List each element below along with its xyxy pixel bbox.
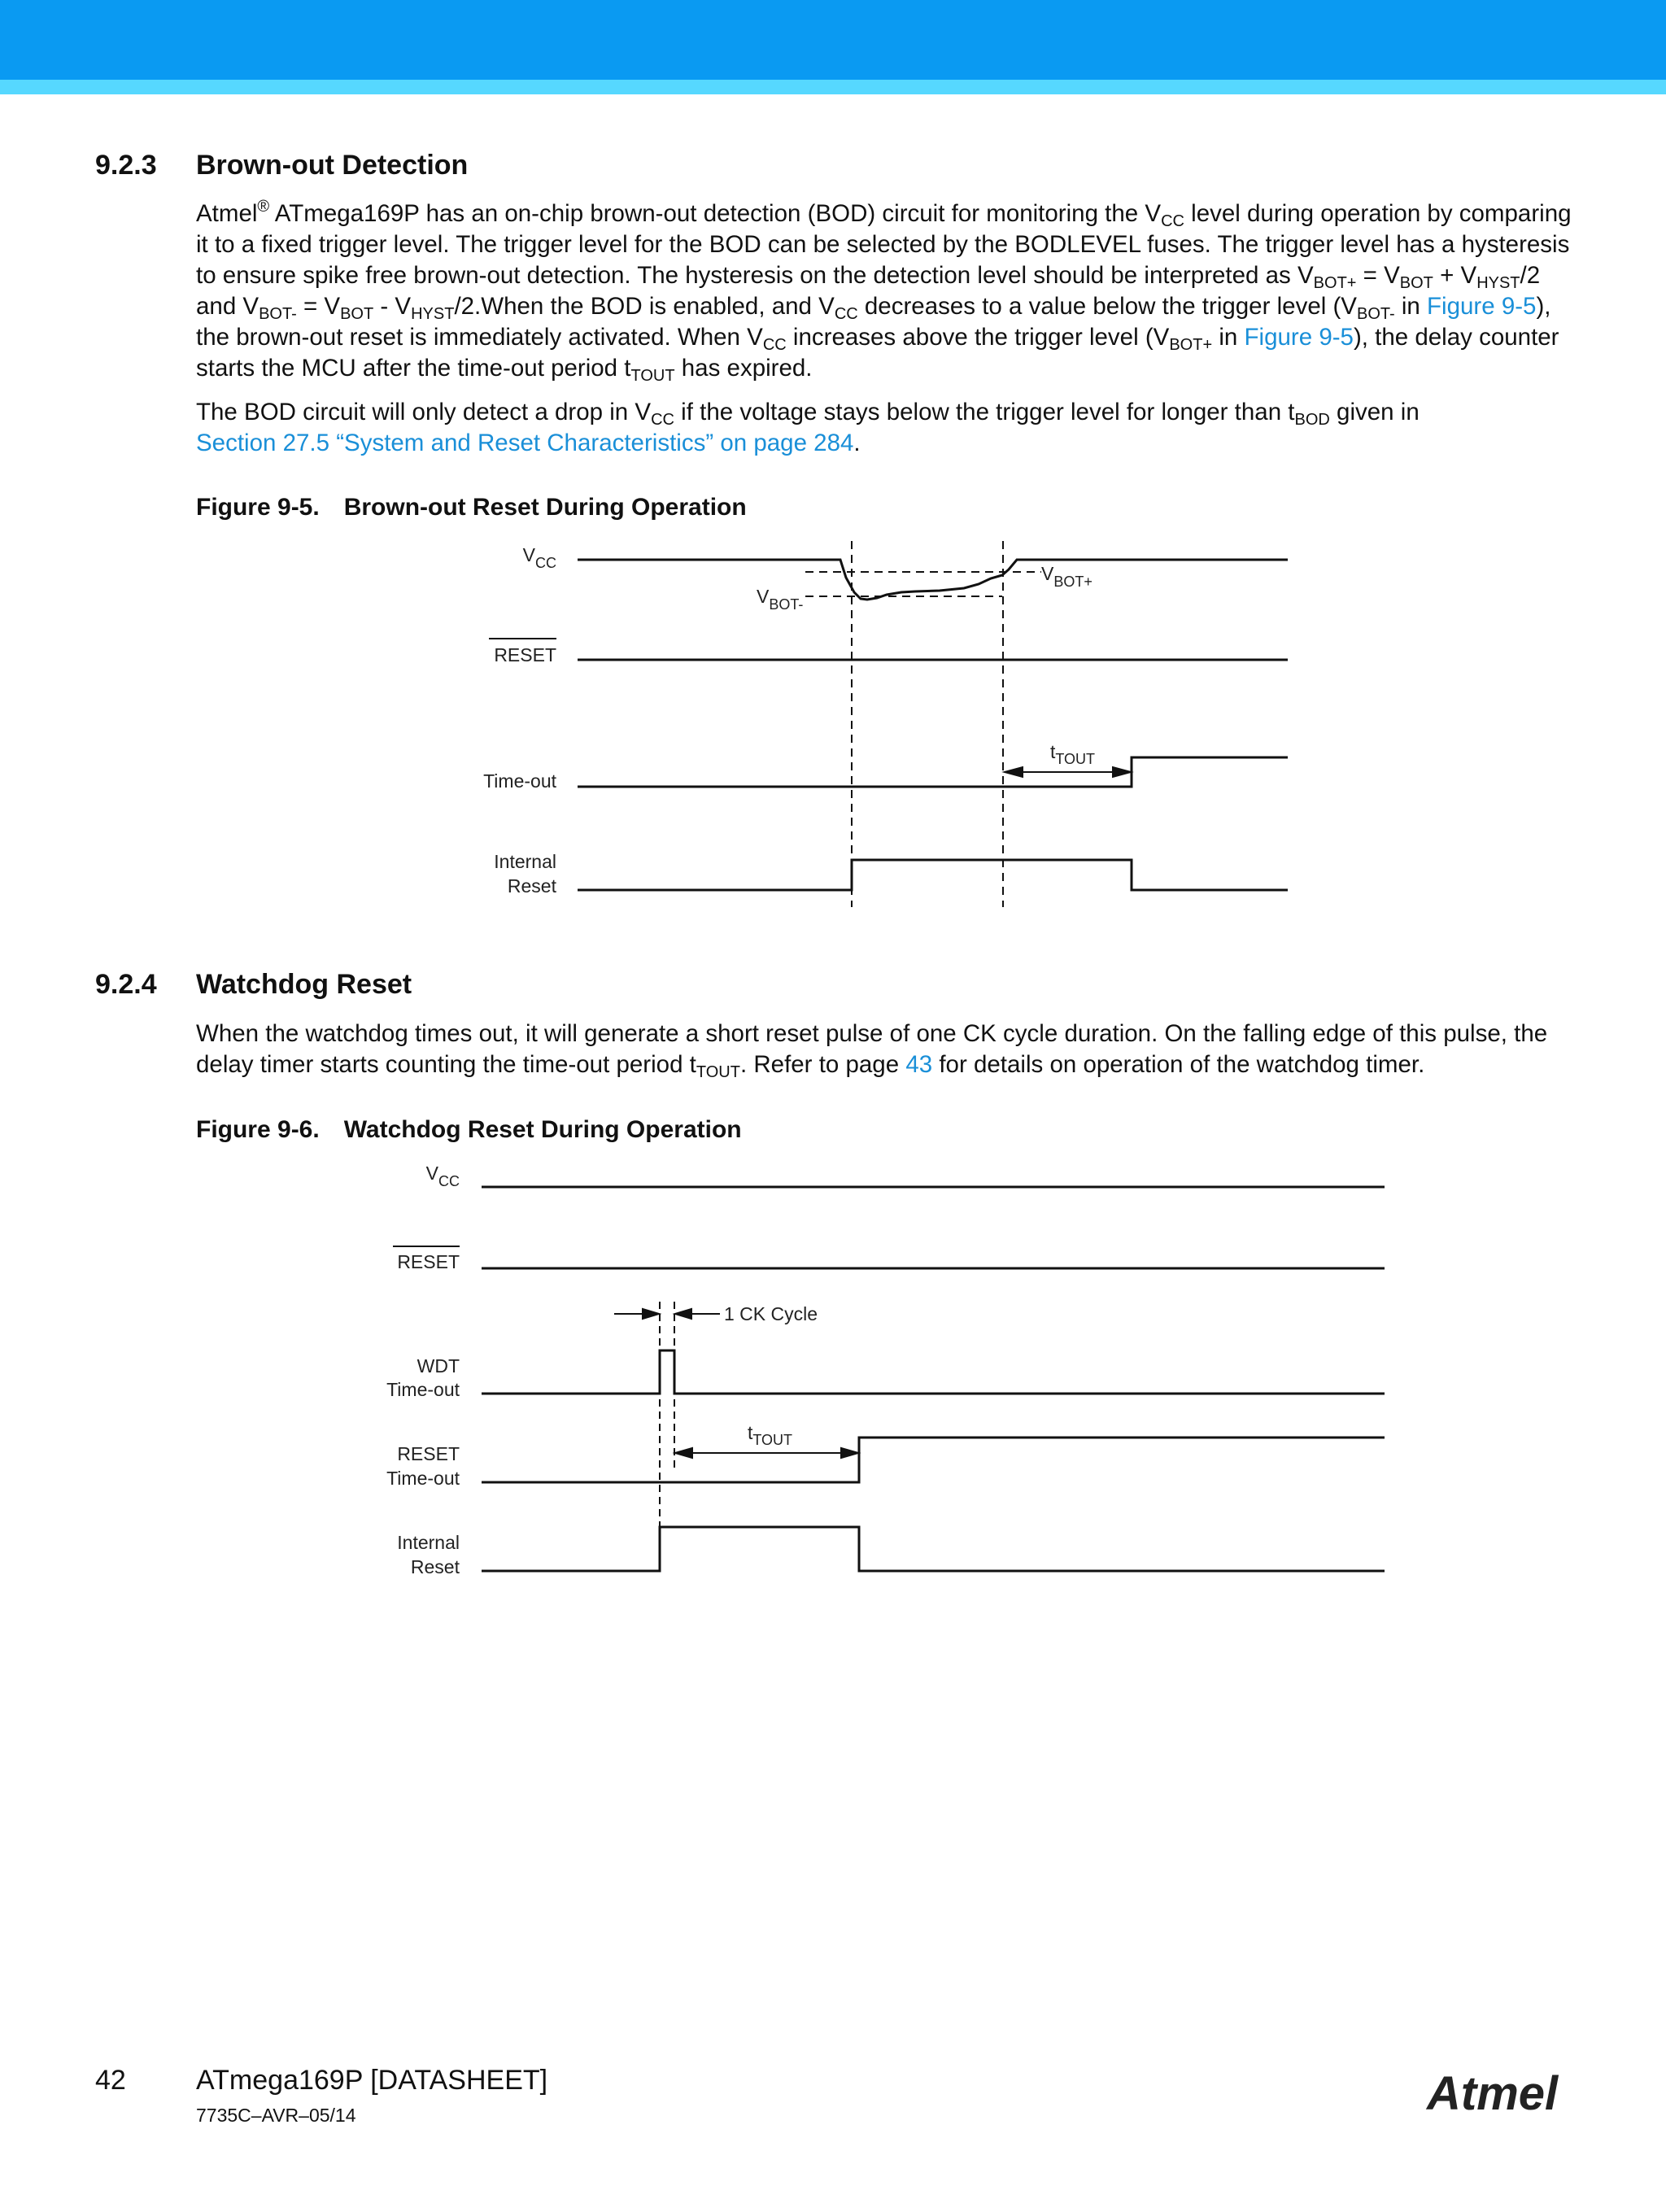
vcc-label: $V_{CC}$ (522, 544, 556, 571)
figure-9-6-caption: Figure 9-6. Watchdog Reset During Operation (196, 1116, 742, 1143)
tout-label: $t_{TOUT}$ (1050, 741, 1096, 767)
figure-9-5-caption: Figure 9-5. Brown-out Reset During Operation (196, 494, 747, 521)
figure-9-6-timing-diagram (358, 1155, 1407, 1595)
tout-label: $t_{TOUT}$ (748, 1422, 793, 1448)
reset-timeout-label-2: Time-out (386, 1468, 460, 1489)
vcc-waveform (578, 560, 1288, 600)
reset-timeout-label-1: RESET (397, 1443, 460, 1464)
timeout-label: Time-out (483, 770, 556, 792)
atmel-logo (1425, 2065, 1572, 2122)
section-title: Brown-out Detection (196, 150, 469, 181)
reset-label: RESET (494, 644, 556, 665)
wdt-timeout-waveform (482, 1350, 1385, 1394)
watchdog-paragraph: When the watchdog times out, it will generate a short reset pulse of one CK cycle duration. On the falling edge of this pulse, the delay timer starts counting the time-out period $t_{TOUT}$. Refer to page 43 for details on operation of the watchdog timer. (196, 1020, 1548, 1081)
document-code: 7735C–AVR–05/14 (196, 2105, 356, 2126)
reset-timeout-waveform (482, 1438, 1385, 1482)
bod-paragraph-2: The BOD circuit will only detect a drop in $V_{CC}$ if the voltage stays below the trigger level for longer than $t_{BOD}$ given in Section 27.5 “System and Reset Characteristics” on page 284. (196, 399, 1420, 456)
header-bar (0, 0, 1666, 80)
wdt-timeout-label: Time-out (386, 1379, 460, 1400)
section-number: 9.2.3 (95, 150, 157, 181)
wdt-label: WDT (416, 1355, 460, 1377)
header-stripe (0, 80, 1666, 94)
ck-cycle-label: 1 CK Cycle (724, 1303, 818, 1324)
page-number: 42 (95, 2065, 126, 2096)
section-title: Watchdog Reset (196, 969, 412, 1000)
section-number: 9.2.4 (95, 969, 157, 1000)
svg-text:Atmel: Atmel (1427, 2067, 1559, 2120)
figure-9-5-link[interactable]: Figure 9-5 (1244, 324, 1354, 351)
section-27-5-link[interactable]: Section 27.5 “System and Reset Characteristics” on page 284 (196, 430, 854, 456)
bod-paragraph-1: Atmel® ATmega169P has an on-chip brown-out detection (BOD) circuit for monitoring the $V_{CC}$ level during operation by comparing it to a fixed trigger level. The trigger level for the BOD can be selected by the BODLEVEL fuses. The trigger level has a hysteresis to ensure spike free brown-out detection. The hysteresis on the detection level should be interpreted as $V_{BOT+} = V_{BOT} + V_{HYST}/2$ and $V_{BOT-} = V_{BOT}$ - $V_{HYST}/2.When$ the BOD is enabled, and $V_{CC}$ decreases to a value below the trigger level ($V_{BOT-}$ in Figure 9-5), the brown-out reset is immediately activated. When $V_{CC}$ increases above the trigger level ($V_{BOT+}$ in Figure 9-5), the delay counter starts the MCU after the time-out period $t_{TOUT}$ has expired. (196, 198, 1572, 385)
internal-reset-waveform (578, 860, 1288, 890)
figure-9-5-timing-diagram (456, 533, 1310, 907)
vcc-label: $V_{CC}$ (425, 1163, 460, 1189)
reset-label: RESET (397, 1251, 460, 1272)
vbot-minus-label: $V_{BOT-}$ (757, 586, 804, 613)
internal-reset-label: Reset (507, 875, 556, 897)
document-title: ATmega169P [DATASHEET] (196, 2065, 548, 2096)
internal-reset-waveform (482, 1527, 1385, 1571)
internal-reset-label: Reset (410, 1556, 460, 1577)
page-43-link[interactable]: 43 (905, 1051, 933, 1078)
vbot-plus-label: $V_{BOT+}$ (1041, 563, 1092, 590)
internal-label: Internal (494, 851, 556, 872)
figure-9-5-link[interactable]: Figure 9-5 (1427, 293, 1537, 320)
timeout-waveform (578, 757, 1288, 787)
internal-label: Internal (397, 1532, 460, 1553)
